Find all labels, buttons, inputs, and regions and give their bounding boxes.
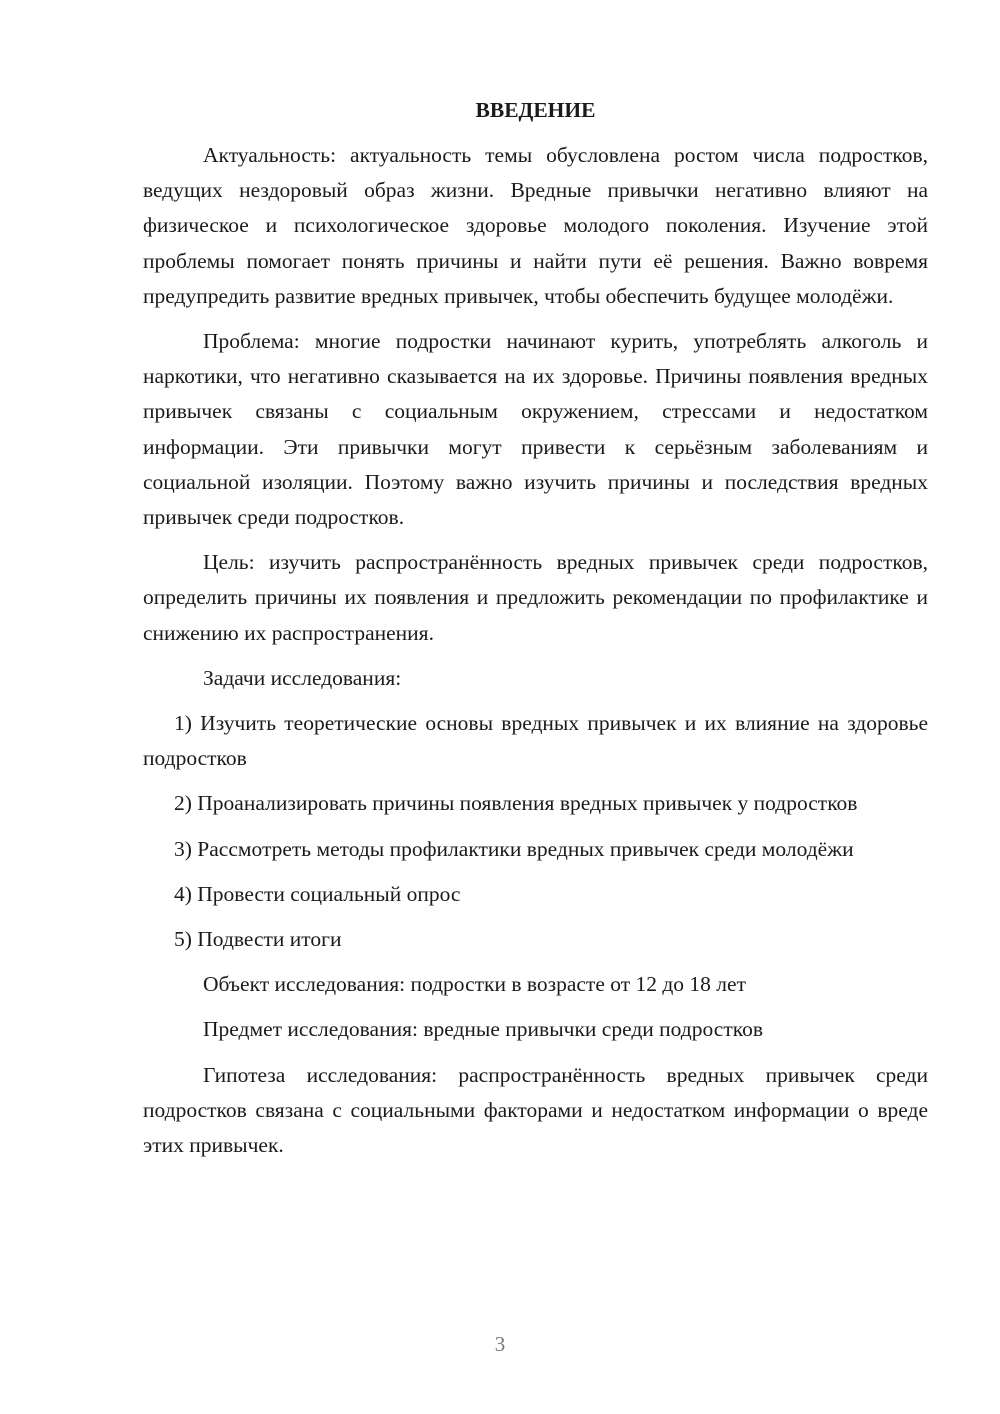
research-subject: Предмет исследования: вредные привычки среди подростков [203,1017,763,1042]
research-object: Объект исследования: подростки в возрасте от 12 до 18 лет [203,972,746,997]
tasks-heading: Задачи исследования: [203,665,402,690]
document-page [143,94,928,1173]
task-item-1: 1) Изучить теоретические основы вредных привычек и их влияние на здоровье подростков [143,711,928,771]
problem-paragraph: Проблема: многие подростки начинают курить, употреблять алкоголь и наркотики, что негативно сказывается на их здоровье. Причины появления вредных привычек связаны с социальным окружением, стрессами и недостатком информации. Эти привычки могут привести к серьёзным заболеваниям и социальной изоляции. Поэтому важно изучить причины и последствия вредных привычек среди подростков. [143,329,928,530]
relevance-paragraph: Актуальность: актуальность темы обусловлена ростом числа подростков, ведущих нездоровый образ жизни. Вредные привычки негативно влияют на физическое и психологическое здоровье молодого поколения. Изучение этой проблемы помогает понять причины и найти пути её решения. Важно вовремя предупредить развитие вредных привычек, чтобы обеспечить будущее молодёжи. [143,143,928,308]
task-item-5: 5) Подвести итоги [174,927,342,952]
task-item-2: 2) Проанализировать причины появления вредных привычек у подростков [174,791,858,816]
section-title: ВВЕДЕНИЕ [475,98,596,122]
page-number: 3 [494,1332,506,1356]
task-item-3: 3) Рассмотреть методы профилактики вредных привычек среди молодёжи [174,836,854,861]
goal-paragraph: Цель: изучить распространённость вредных привычек среди подростков, определить причины их появления и предложить рекомендации по профилактике и снижению их распространения. [143,550,928,645]
hypothesis-paragraph: Гипотеза исследования: распространённость вредных привычек среди подростков связана с социальными факторами и недостатком информации о вреде этих привычек. [143,1062,928,1158]
task-item-4: 4) Провести социальный опрос [174,881,461,906]
